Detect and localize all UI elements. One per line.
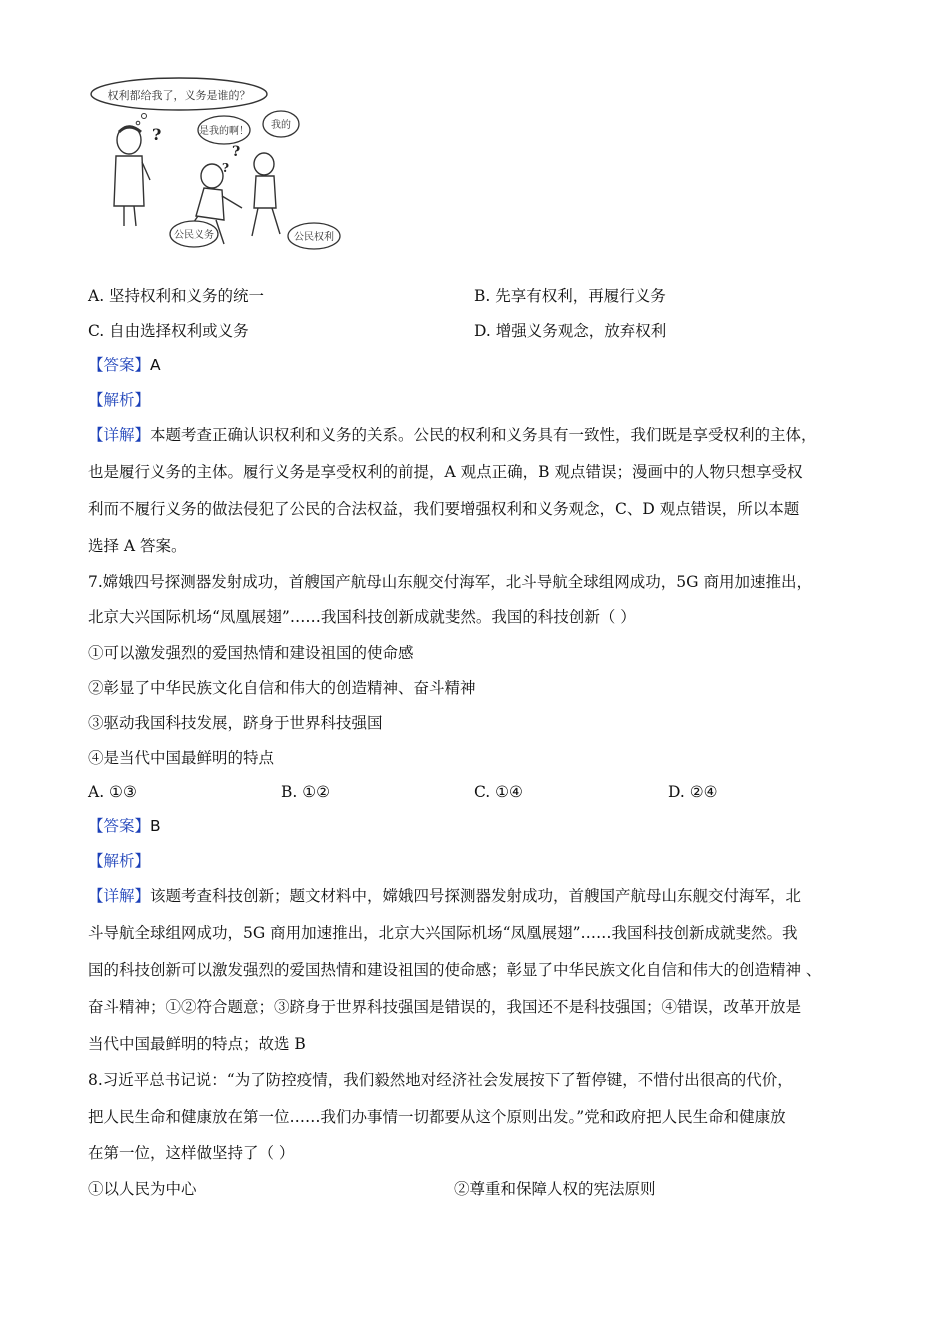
svg-text:?: ? [222,161,230,175]
q7-analysis-tag: 【解析】 [88,852,151,870]
detail-text: 本题考查正确认识权利和义务的关系。公民的权利和义务具有一致性，我们既是享受权利的主体， [150,426,817,444]
q7-detail-line-4: 奋斗精神；①②符合题意；③跻身于世界科技强国是错误的，我国还不是科技强国；④错误，改革开放是 [88,998,802,1016]
label-right: 公民权利 [294,232,334,243]
speech-text-top: 权利都给我了，义务是谁的？ [107,89,251,102]
svg-text:?: ? [152,125,162,144]
q7-item-2: ②彰显了中华民族文化自信和伟大的创造精神、奋斗精神 [88,679,476,697]
svg-text:?: ? [232,144,241,160]
person-small [252,153,280,236]
detail-tag: 【详解】 [88,426,151,444]
q7-detail-line-2: 斗导航全球组网成功，5G 商用加速推出，北京大兴国际机场“凤凰展翅”……我国科技创新成就斐然。我 [88,924,798,942]
label-duty: 公民义务 [174,230,214,241]
q6-detail-line-2: 也是履行义务的主体。履行义务是享受权利的前提，A 观点正确，B 观点错误；漫画中的人物只想享受权 [88,463,803,481]
q7-stem-line-2: 北京大兴国际机场“凤凰展翅”……我国科技创新成就斐然。我国的科技创新（ ） [88,608,636,626]
q7-detail-line-5: 当代中国最鲜明的特点；故选 B [88,1035,306,1053]
q6-detail-line-4: 选择 A 答案。 [88,537,187,555]
q8-stem-line-3: 在第一位，这样做坚持了（ ） [88,1144,295,1162]
detail-tag: 【详解】 [88,887,151,905]
q8-item-1: ①以人民为中心 [88,1180,197,1198]
answer-value: A [150,356,161,374]
q6-analysis-tag: 【解析】 [88,391,151,409]
q7-option-c: C. ①④ [474,783,523,801]
q7-option-b: B. ①② [281,783,331,801]
q6-option-c: C. 自由选择权利或义务 [88,322,249,340]
person-standing [114,126,150,226]
q6-answer [88,355,161,375]
q6-option-d: D. 增强义务观念，放弃权利 [474,322,667,340]
q6-detail-line-1 [88,425,817,445]
answer-value: B [150,817,161,835]
q7-option-d: D. ②④ [668,783,718,801]
q7-item-1: ①可以激发强烈的爱国热情和建设祖国的使命感 [88,644,414,662]
bubble-text-2: 我的 [271,120,291,131]
q8-item-2: ②尊重和保障人权的宪法原则 [454,1180,656,1198]
q6-option-a: A. 坚持权利和义务的统一 [88,287,265,305]
q8-stem-line-1: 8.习近平总书记说：“为了防控疫情，我们毅然地对经济社会发展按下了暂停键，不惜付出很高的代价， [88,1071,793,1089]
q7-option-a: A. ①③ [88,783,137,801]
answer-tag: 【答案】 [88,356,151,374]
cartoon-illustration [84,76,346,254]
q7-detail-line-3: 国的科技创新可以激发强烈的爱国热情和建设祖国的使命感；彰显了中华民族文化自信和伟大的创造精神 、 [88,961,822,979]
q7-item-4: ④是当代中国最鲜明的特点 [88,749,275,767]
q7-detail-line-1 [88,886,801,906]
q7-stem-line-1: 7.嫦娥四号探测器发射成功，首艘国产航母山东舰交付海军，北斗导航全球组网成功，5G 商用加速推出， [88,573,812,591]
q6-option-b: B. 先享有权利，再履行义务 [474,287,666,305]
detail-text: 该题考查科技创新；题文材料中，嫦娥四号探测器发射成功，首艘国产航母山东舰交付海军，北 [150,887,802,905]
answer-tag: 【答案】 [88,817,151,835]
q7-answer [88,816,161,836]
q8-stem-line-2: 把人民生命和健康放在第一位……我们办事情一切都要从这个原则出发。”党和政府把人民生命和健康放 [88,1108,786,1126]
q6-detail-line-3: 利而不履行义务的做法侵犯了公民的合法权益，我们要增强权利和义务观念，C、D 观点错误，所以本题 [88,500,800,518]
bubble-text-1: 是我的啊！ [199,126,249,137]
q7-item-3: ③驱动我国科技发展，跻身于世界科技强国 [88,714,383,732]
